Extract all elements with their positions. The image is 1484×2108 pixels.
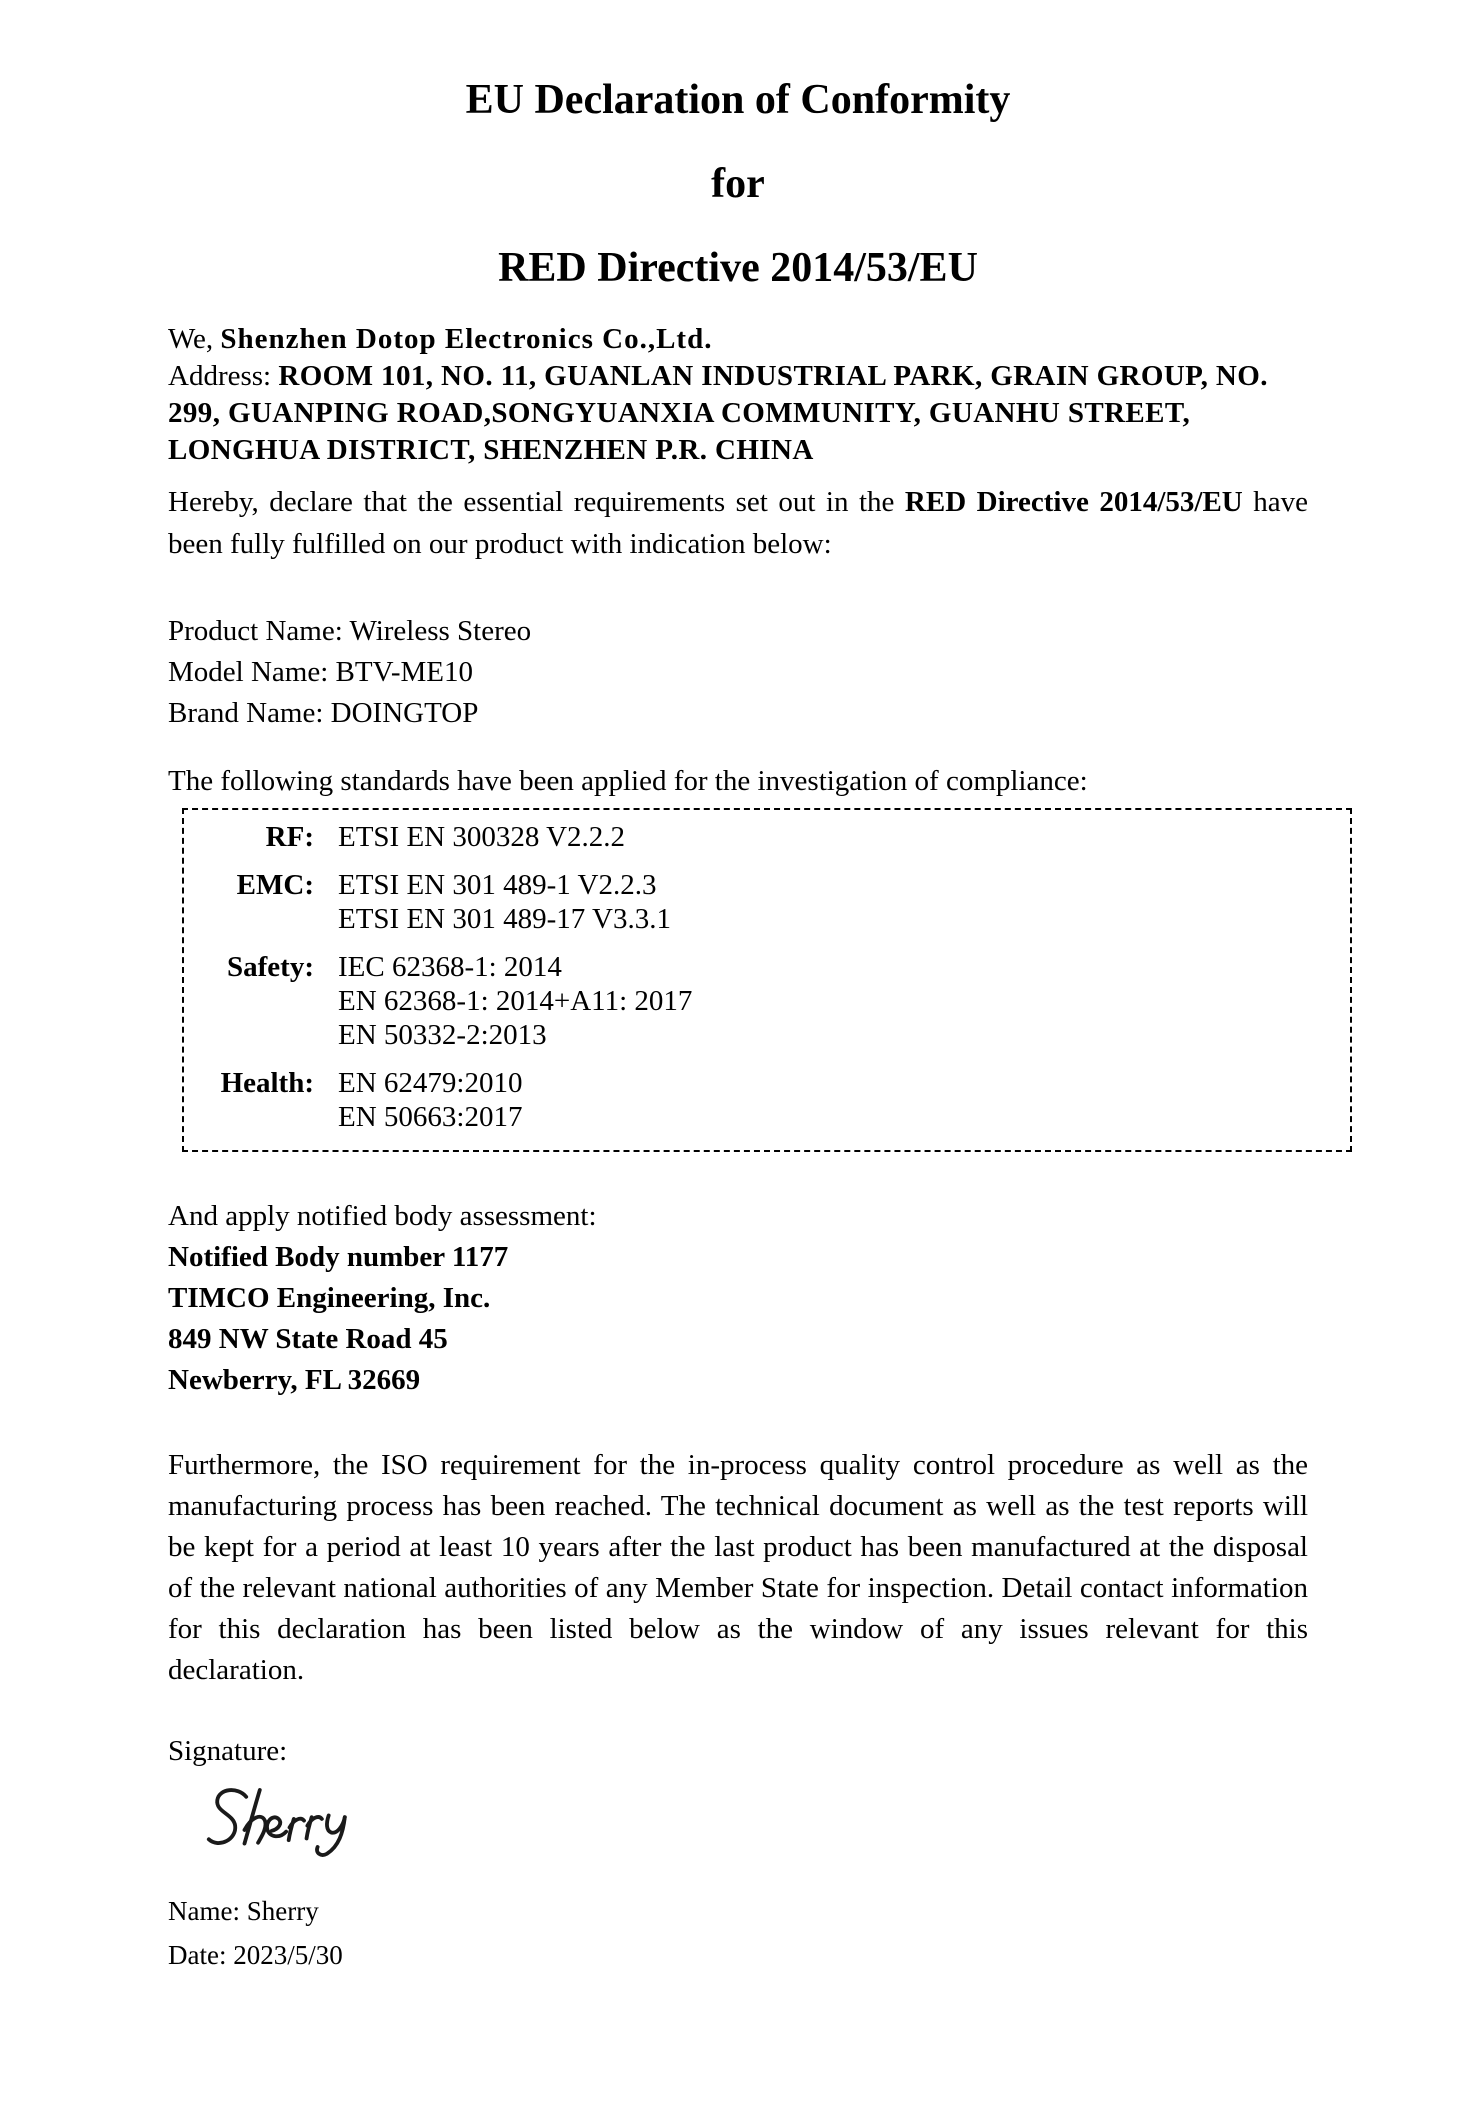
signatory-name-line	[168, 1889, 1308, 1933]
company-name: Shenzhen Dotop Electronics Co.,Ltd.	[220, 323, 713, 355]
notified-body-intro: And apply notified body assessment:	[168, 1200, 597, 1232]
signatory-date-line	[168, 1933, 1308, 1977]
brand-name-value: DOINGTOP	[330, 697, 479, 729]
signatory-block	[168, 1889, 1308, 1977]
date-value: 2023/5/30	[233, 1940, 343, 1970]
date-label: Date:	[168, 1940, 227, 1970]
address-value: ROOM 101, NO. 11, GUANLAN INDUSTRIAL PARK, GRAIN GROUP, NO. 299, GUANPING ROAD,SONGYUANXIA COMMUNITY, GUANHU STREET, LONGHUA DISTRICT, SHENZHEN P.R. CHINA	[168, 360, 1268, 466]
standards-safety-value-2: EN 62368-1: 2014+A11: 2017	[338, 985, 693, 1017]
notified-body-city: Newberry, FL 32669	[168, 1364, 421, 1396]
product-name-value: Wireless Stereo	[349, 615, 532, 647]
standards-health-value-2: EN 50663:2017	[338, 1101, 523, 1133]
standards-intro: The following standards have been applied for the investigation of compliance:	[168, 765, 1088, 797]
notified-body-number: Notified Body number 1177	[168, 1241, 509, 1273]
standards-safety-label: Safety:	[227, 951, 314, 983]
standards-emc-label: EMC:	[236, 869, 314, 901]
name-value: Sherry	[246, 1896, 319, 1926]
name-label: Name:	[168, 1896, 240, 1926]
brand-name-label: Brand Name:	[168, 697, 324, 729]
declaration-post: have been fully fulfilled on our product with indication below:	[168, 486, 1309, 560]
page-title: EU Declaration of Conformity	[465, 77, 1011, 123]
standards-safety-value-1: IEC 62368-1: 2014	[338, 951, 562, 983]
company-address	[168, 358, 1308, 469]
page-title-directive: RED Directive 2014/53/EU	[498, 245, 978, 291]
model-name-value: BTV-ME10	[335, 656, 474, 688]
standards-row-rf	[184, 820, 1350, 854]
standards-row-safety	[184, 950, 1350, 1052]
notified-body-street: 849 NW State Road 45	[168, 1323, 448, 1355]
standards-emc-value-2: ETSI EN 301 489-17 V3.3.1	[338, 903, 671, 935]
we-prefix: We,	[168, 323, 214, 355]
model-name-line	[168, 652, 1308, 693]
product-name-label: Product Name:	[168, 615, 343, 647]
furthermore-paragraph: Furthermore, the ISO requirement for the in-process quality control procedure as well as the manufacturing process has been reached. The technical document as well as the test reports will be kept for a period at least 10 years after the last product has been manufactured at the disposal of the relevant national authorities of any Member State for inspection. Detail contact information for this declaration has been listed below as the window of any issues relevant for this declaration.	[168, 1449, 1308, 1686]
signature-label: Signature:	[168, 1735, 288, 1767]
company-line	[168, 320, 1308, 358]
standards-table	[182, 808, 1352, 1152]
declaration-directive: RED Directive 2014/53/EU	[904, 486, 1243, 518]
standards-emc-value-1: ETSI EN 301 489-1 V2.2.3	[338, 869, 657, 901]
model-name-label: Model Name:	[168, 656, 329, 688]
signature-sherry-svg	[202, 1781, 372, 1867]
standards-rf-label: RF:	[265, 821, 314, 853]
page-title-for: for	[711, 161, 765, 207]
declaration-paragraph	[168, 481, 1308, 565]
declaration-document	[168, 0, 1308, 1977]
brand-name-line	[168, 693, 1308, 734]
product-name-line	[168, 611, 1308, 652]
standards-row-emc	[184, 868, 1350, 936]
standards-row-health	[184, 1066, 1350, 1134]
standards-safety-value-3: EN 50332-2:2013	[338, 1019, 547, 1051]
document-title-block	[168, 58, 1308, 310]
signature-image	[202, 1781, 372, 1867]
notified-body-company: TIMCO Engineering, Inc.	[168, 1282, 491, 1314]
product-info-block	[168, 611, 1308, 734]
standards-rf-value: ETSI EN 300328 V2.2.2	[338, 821, 626, 853]
address-label: Address:	[168, 360, 272, 392]
declaration-pre: Hereby, declare that the essential requirements set out in the	[168, 486, 905, 518]
standards-health-label: Health:	[220, 1067, 314, 1099]
standards-health-value-1: EN 62479:2010	[338, 1067, 523, 1099]
notified-body-block	[168, 1237, 1308, 1401]
